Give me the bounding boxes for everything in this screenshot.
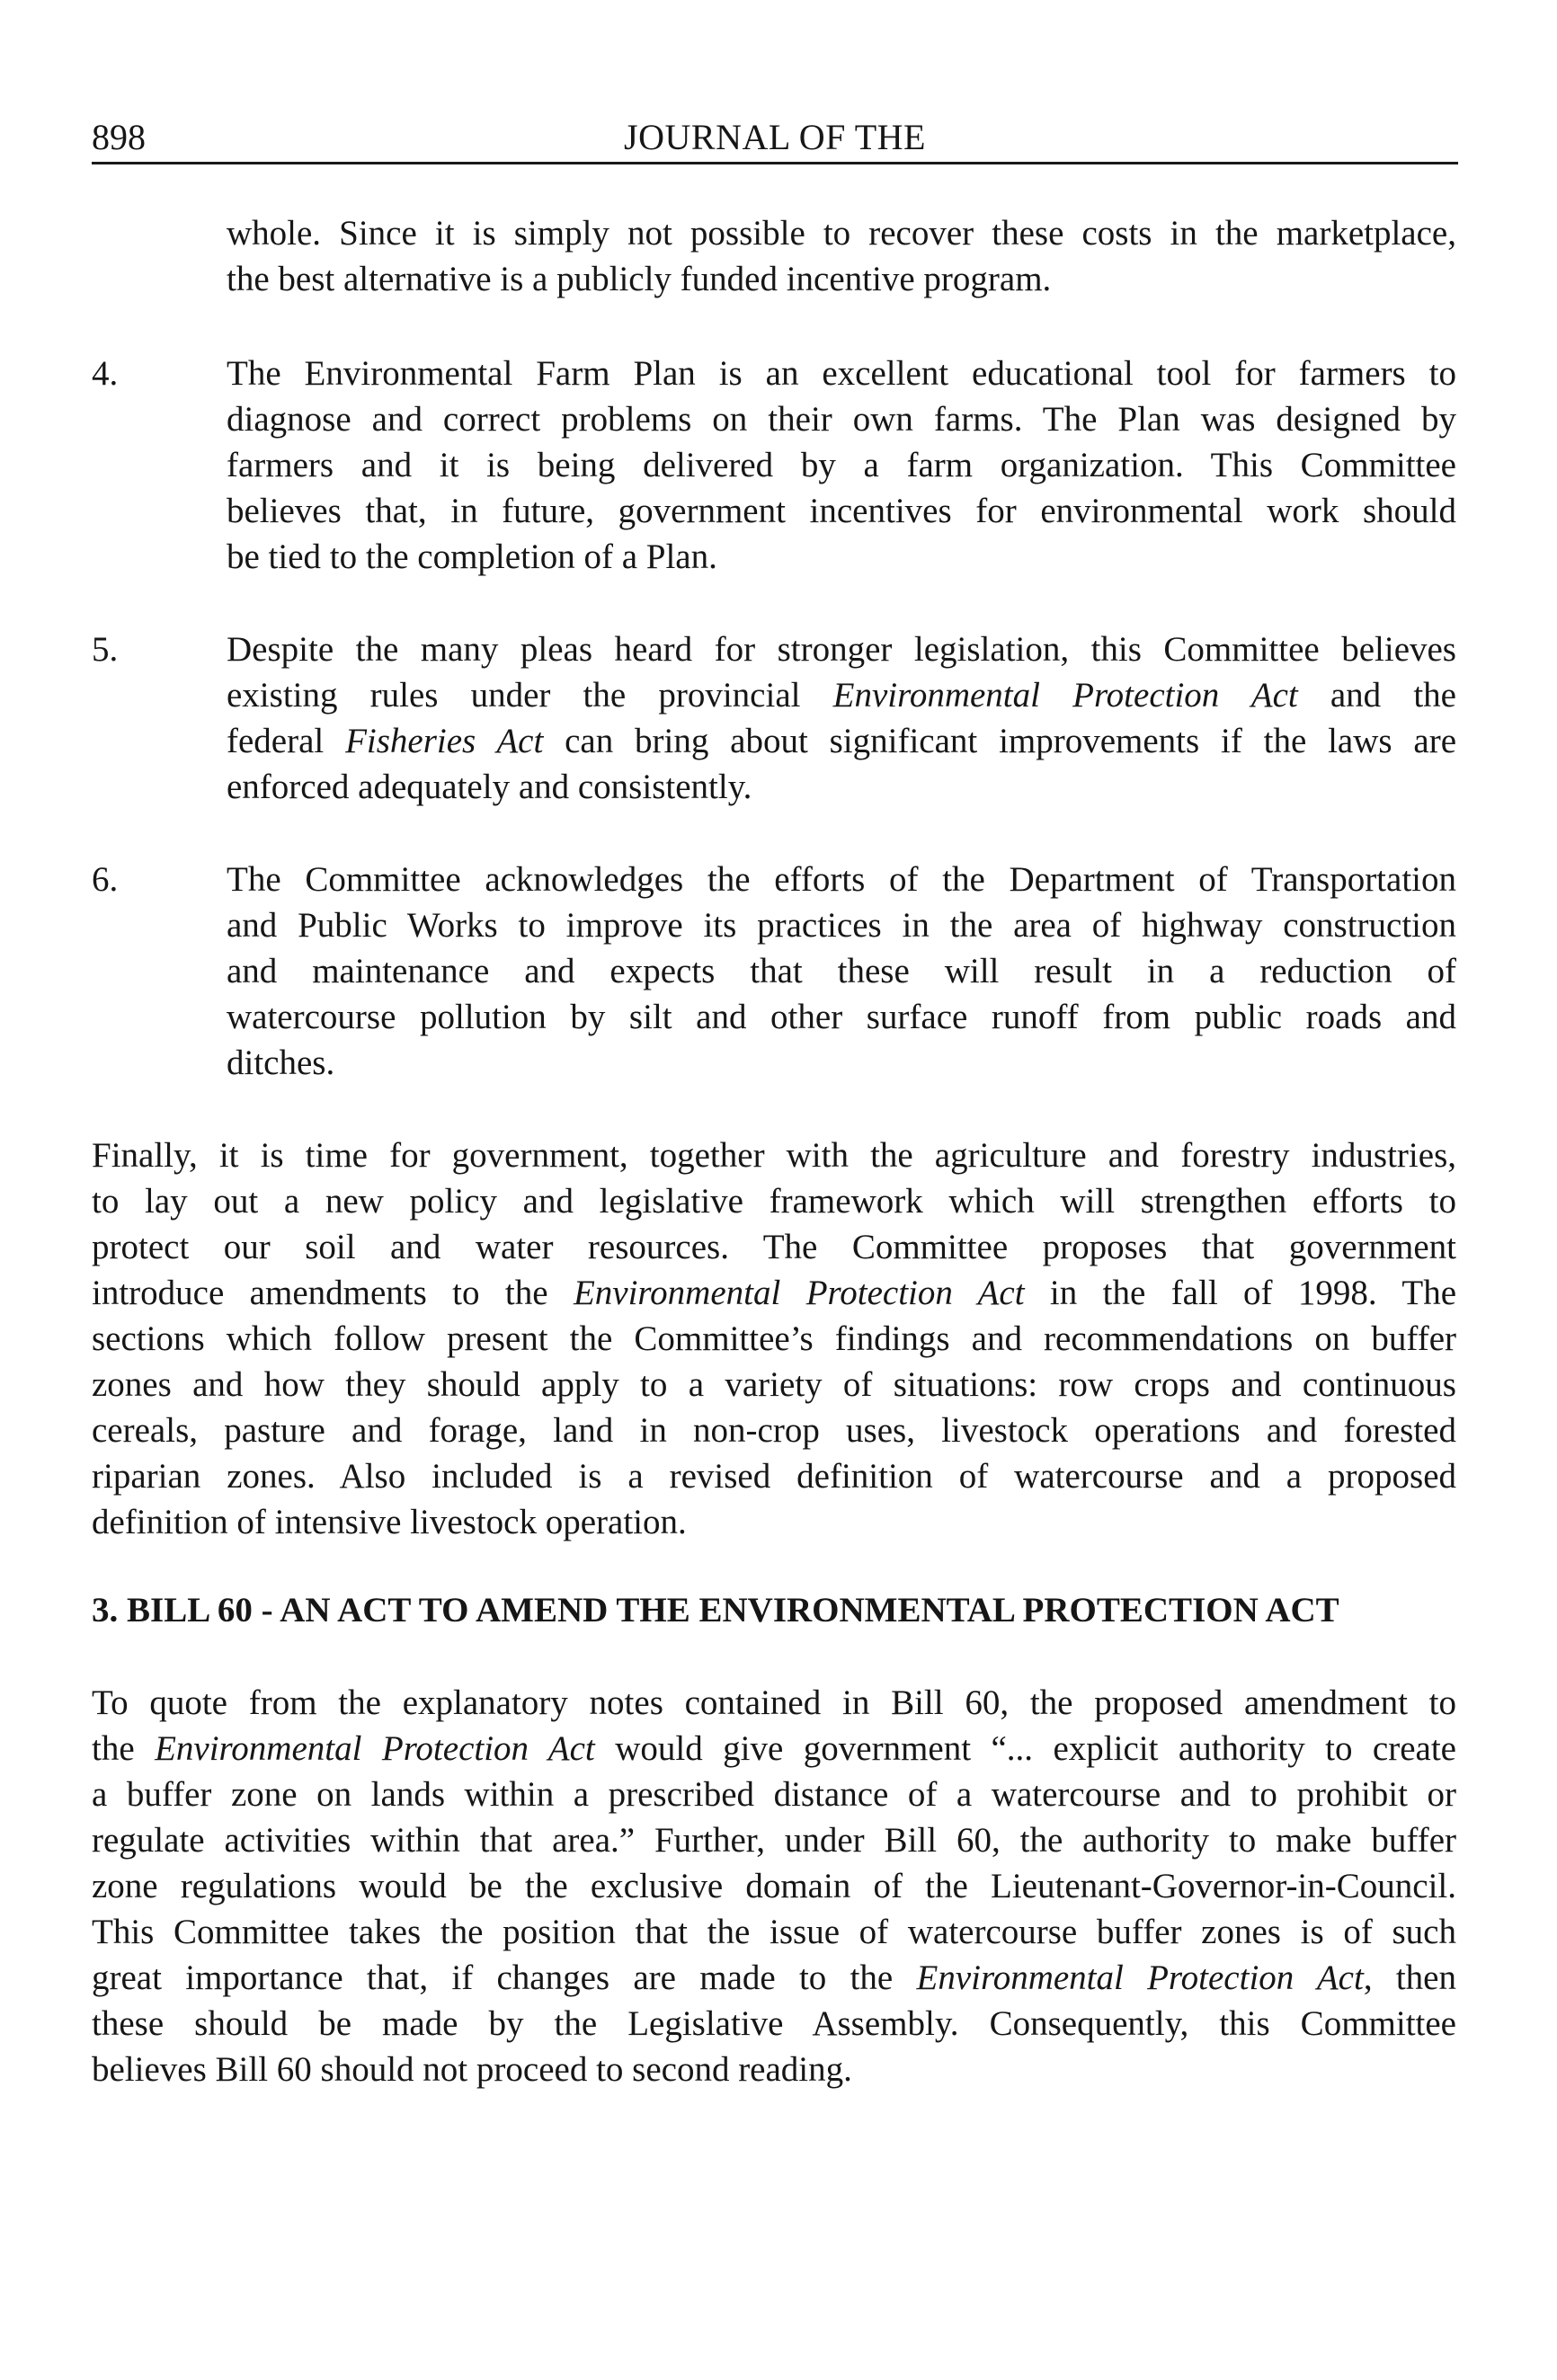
page-number: 898 <box>92 117 146 157</box>
text-line: a buffer zone on lands within a prescribed distance of a watercourse and to prohibit or <box>92 1775 1456 1814</box>
text-line: enforced adequately and consistently. <box>227 768 752 806</box>
text-run: would give government “... explicit authority to create <box>594 1729 1456 1768</box>
text-run: federal <box>227 722 346 760</box>
act-title: Environmental Protection Act <box>573 1274 1025 1312</box>
section-heading: 3. BILL 60 - AN ACT TO AMEND THE ENVIRONMENTAL PROTECTION ACT <box>92 1591 1339 1630</box>
text-line: believes that, in future, government incentives for environmental work should <box>227 492 1456 530</box>
final-paragraph <box>92 1132 1456 1545</box>
text-line: riparian zones. Also included is a revised definition of watercourse and a proposed <box>92 1457 1456 1496</box>
act-title: Environmental Protection Act <box>155 1729 595 1768</box>
text-line: ditches. <box>227 1043 335 1082</box>
text-run: , then <box>1363 1958 1456 1997</box>
text-line: The Committee acknowledges the efforts of the Department of Transportation <box>227 860 1456 899</box>
text-line: farmers and it is being delivered by a farm organization. This Committee <box>227 446 1456 484</box>
text-line: definition of intensive livestock operation. <box>92 1503 687 1541</box>
running-head: JOURNAL OF THE <box>624 117 926 157</box>
item-text <box>227 857 1456 1086</box>
text-line <box>227 672 1456 718</box>
text-line: be tied to the completion of a Plan. <box>227 537 717 576</box>
text-line: diagnose and correct problems on their own farms. The Plan was designed by <box>227 400 1456 439</box>
text-line: believes Bill 60 should not proceed to second reading. <box>92 2050 852 2089</box>
item-text <box>227 351 1456 580</box>
act-title: Fisheries Act <box>345 722 544 760</box>
text-line: Despite the many pleas heard for stronger legislation, this Committee believes <box>227 630 1456 669</box>
text-run: can bring about significant improvements if the laws are <box>543 722 1457 760</box>
text-line <box>92 1955 1456 2001</box>
page-header <box>92 117 1458 164</box>
numbered-item-6 <box>92 857 1456 1086</box>
text-run: introduce amendments to the <box>92 1274 574 1312</box>
text-line: protect our soil and water resources. The Committee proposes that government <box>92 1228 1456 1266</box>
bill-paragraph <box>92 1680 1456 2092</box>
text-run: and the <box>1297 676 1456 715</box>
item-text <box>227 626 1456 810</box>
text-line: the best alternative is a publicly funded incentive program. <box>227 260 1052 298</box>
text-line: whole. Since it is simply not possible to recover these costs in the marketplace, <box>227 214 1456 253</box>
text-line: to lay out a new policy and legislative framework which will strengthen efforts to <box>92 1182 1456 1221</box>
numbered-item-4 <box>92 351 1456 580</box>
text-run: in the fall of 1998. The <box>1024 1274 1456 1312</box>
item-number: 6. <box>92 860 119 899</box>
act-title: Environmental Protection Act <box>916 1958 1364 1997</box>
text-line: The Environmental Farm Plan is an excellent educational tool for farmers to <box>227 354 1456 393</box>
text-line <box>92 1726 1456 1772</box>
text-run: the <box>92 1729 156 1768</box>
text-line: This Committee takes the position that the issue of watercourse buffer zones is of such <box>92 1913 1456 1951</box>
text-line: sections which follow present the Committee’s findings and recommendations on buffer <box>92 1319 1456 1358</box>
text-line: zone regulations would be the exclusive domain of the Lieutenant-Governor-in-Council. <box>92 1867 1456 1905</box>
text-line: these should be made by the Legislative Assembly. Consequently, this Committee <box>92 2004 1456 2043</box>
act-title: Environmental Protection Act <box>832 676 1298 715</box>
numbered-item-5 <box>92 626 1456 810</box>
item-number: 5. <box>92 630 119 669</box>
text-run: great importance that, if changes are made to the <box>92 1958 917 1997</box>
text-line: regulate activities within that area.” Further, under Bill 60, the authority to make buffer <box>92 1821 1456 1860</box>
text-line: zones and how they should apply to a variety of situations: row crops and continuous <box>92 1365 1456 1404</box>
text-run: existing rules under the provincial <box>227 676 833 715</box>
item-number: 4. <box>92 354 119 393</box>
text-line: cereals, pasture and forage, land in non-crop uses, livestock operations and forested <box>92 1411 1456 1450</box>
text-line: watercourse pollution by silt and other surface runoff from public roads and <box>227 998 1456 1036</box>
text-line <box>92 1270 1456 1316</box>
text-line: and Public Works to improve its practices in the area of highway construction <box>227 906 1456 945</box>
text-line: To quote from the explanatory notes contained in Bill 60, the proposed amendment to <box>92 1683 1456 1722</box>
text-line: and maintenance and expects that these will result in a reduction of <box>227 952 1456 990</box>
continued-paragraph <box>227 210 1456 302</box>
text-line <box>227 718 1456 764</box>
text-line: Finally, it is time for government, together with the agriculture and forestry industries, <box>92 1136 1456 1175</box>
